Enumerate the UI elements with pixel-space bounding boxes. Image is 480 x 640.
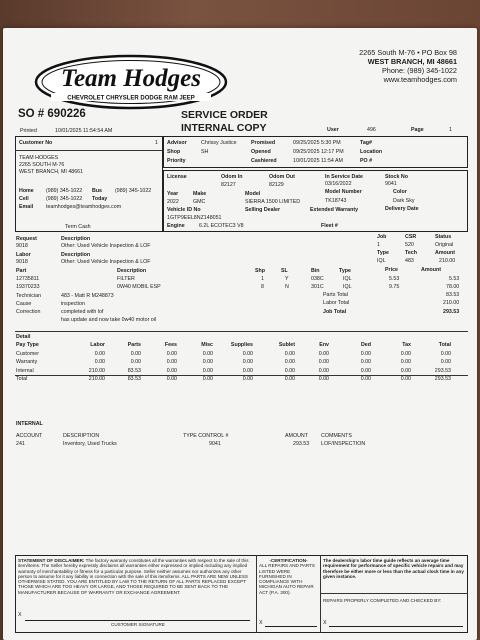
account-header: ACCOUNT [16,433,43,439]
detail-header-cell: Labor [90,342,105,348]
job-value: 1 [377,242,380,248]
detail-cell: 0.00 [166,376,177,382]
in-service-value: 03/16/2022 [325,181,352,187]
repairs-checked-label: REPAIRS PROPERLY COMPLETED AND CHECKED BY: [323,598,442,603]
vin-label: Vehicle ID No [167,207,201,213]
dealer-phone: Phone: (989) 345-1022 [381,66,457,75]
detail-cell: 0.00 [242,359,253,365]
part-desc: FILTER [117,276,135,282]
repairs-sig-x: X [323,620,327,626]
description-header: DESCRIPTION [63,433,100,439]
model-label: Model [245,191,261,197]
cell-label: Cell [19,196,29,202]
labor-label: Labor [16,252,31,258]
detail-cell: 0.00 [284,350,295,357]
detail-cell: 0.00 [130,359,141,365]
disclaimer-title: STATEMENT OF DISCLAIMER: [18,558,85,563]
request-desc-label: Description [61,236,91,242]
odom-out-value: 82129 [269,182,284,188]
part-number: 19370233 [16,284,40,290]
odom-in-value: 82127 [221,182,236,188]
request-desc: Other: Used Vehicle Inspection & LOF [61,243,151,249]
detail-cell: 0.00 [400,367,411,374]
detail-cell: 83.53 [127,367,141,374]
detail-cell: 210.00 [88,367,105,374]
printed-value: 10/01/2025 11:54:54 AM [55,128,113,134]
customer-email: teamhodges@teamhodges.com [46,204,122,210]
status-value: Original [435,242,454,248]
detail-cell: 293.53 [434,376,451,382]
detail-cell: 0.00 [284,367,295,374]
detail-cell: 0.00 [94,359,105,365]
job-label: Job [377,234,387,240]
fleet-label: Fleet # [321,223,338,229]
detail-cell: 0.00 [166,367,177,374]
detail-cell: 210.00 [88,376,105,382]
certification-signature-line[interactable] [265,626,317,627]
part-type-label: Type [339,268,351,274]
color-label: Color [393,189,407,195]
part-amount: 5.53 [449,276,460,282]
location-label: Location [360,149,383,155]
detail-cell: 0.00 [284,359,295,365]
customer-city: WEST BRANCH, MI 48661 [19,169,84,175]
bin-label: Bin [311,268,320,274]
detail-cell: 0.00 [202,359,213,365]
part-label: Part [16,268,27,274]
part-desc-label: Description [117,268,147,274]
model-number-value: TK18743 [325,198,347,204]
shop-value: SH [201,149,209,155]
doc-title: SERVICE ORDER [181,109,268,121]
type-control-header: TYPE CONTROL # [183,433,229,439]
in-service-label: In Service Date [325,174,363,180]
part-number: 12735811 [16,276,40,282]
detail-cell: 0.00 [360,350,371,357]
part-price: 5.53 [389,276,400,282]
tag-label: Tag# [360,140,372,146]
labor-amount: 210.00 [439,258,456,264]
detail-cell: 0.00 [360,376,371,382]
detail-cell: 0.00 [318,350,329,357]
certification-text [259,558,318,595]
cashiered-value: 10/01/2025 11:54 AM [293,158,343,164]
detail-cell: 83.53 [127,376,141,382]
detail-cell: Warranty [16,359,38,365]
advisor-label: Advisor [167,140,187,146]
labor-code: 9018 [16,259,28,265]
make-value: GMC [193,199,206,205]
model-value: SIERRA 1500 LIMITED [245,199,301,205]
labor-total-value: 210.00 [443,300,460,306]
description-value: Inventory, Used Trucks [63,441,117,447]
tech-label: Tech [405,250,417,256]
svg-text:Team Hodges: Team Hodges [60,65,202,92]
labor-total-label: Labor Total [323,300,350,306]
detail-header-cell: Total [438,342,451,348]
part-shp: 1 [261,276,264,282]
detail-header-cell: Sublet [278,342,295,348]
part-sl: Y [285,276,289,282]
cashiered-label: Cashiered [251,158,277,164]
certification-body: ALL REPAIRS AND PARTS LISTED WERE FURNISHED IN COMPLIANCE WITH MICHIGAN AUTO REPAIR ACT (P.A. 300). [259,563,315,595]
today-label: Today [92,196,108,202]
user-value: 496 [367,127,376,133]
control-value: 9041 [209,441,221,447]
part-bin: 038C [311,276,324,282]
color-value: Dark Sky [393,198,415,204]
delivery-date-label: Delivery Date [385,206,419,212]
account-value: 241 [16,441,25,447]
detail-header-cell: Supplies [230,342,253,348]
request-code: 9018 [16,243,28,249]
amount-label: Amount [435,250,456,256]
certification-title: -CERTIFICATION- [269,558,308,563]
shop-label: Shop [167,149,181,155]
bus-phone: (989) 345-1022 [115,188,152,194]
price-label: Price [385,267,398,273]
make-label: Make [193,191,207,197]
detail-cell: 0.00 [202,376,213,382]
advisor-value: Chrissy Justice [201,140,237,146]
dealer-website: www.teamhodges.com [383,75,457,84]
home-label: Home [19,188,34,194]
internal-title: INTERNAL [16,421,43,427]
part-price: 9.75 [389,284,400,290]
job-total-label: Job Total [323,309,347,315]
year-value: 2022 [167,199,179,205]
vin-value: 1GTP9EEL8NZ148051 [167,215,222,221]
disclaimer-text [18,558,254,595]
promised-value: 09/25/2025 5:30 PM [293,140,341,146]
po-label: PO # [360,158,373,164]
detail-header-cell: Tax [402,342,411,348]
detail-header-cell: Ded [360,342,371,348]
parts-total-value: 83.53 [446,292,460,298]
part-type: IQL [343,284,352,290]
team-hodges-logo [33,54,229,110]
license-label: License [167,174,187,180]
engine-value: 6.2L ECOTEC3 V8 [199,223,244,229]
stock-value: 9041 [385,181,397,187]
printed-label: Printed [20,128,37,134]
user-label: User [327,127,339,133]
detail-cell: 293.53 [434,367,451,374]
detail-cell: 0.00 [400,376,411,382]
labor-guide-text: The dealership's labor time guide reflects an average time requirement for performance of specific vehicle repairs and may therefore be either more or less than the actual clock time in any given instance. [323,558,464,579]
technician-label: Technician [16,293,42,299]
parts-total-label: Parts Total [323,292,348,298]
address-line1: 2265 South M-76 • PO Box 98 [359,48,457,57]
customer-street: 2265 SOUTH M-76 [19,162,65,168]
customer-no-label: Customer No [19,140,53,146]
address-line2: WEST BRANCH, MI 48661 [367,57,457,66]
page-value: 1 [449,127,452,133]
technician-value: 483 - Matt R M248873 [61,293,114,299]
detail-cell: 0.00 [242,376,253,382]
opened-value: 09/25/2025 12:17 PM [293,149,344,155]
detail-header-cell: Pay Type [16,342,39,348]
bus-label: Bus [92,188,103,194]
detail-header-cell: Misc [201,342,213,348]
detail-cell: 0.00 [440,359,451,365]
promised-label: Promised [251,140,276,146]
labor-type: IQL [377,258,386,264]
odom-out-label: Odom Out [269,174,295,180]
detail-cell: 0.00 [130,350,141,357]
certification-sig-x: X [259,620,263,626]
cell-phone: (989) 345-1022 [46,196,83,202]
part-type: IQL [343,276,352,282]
detail-cell: 0.00 [242,367,253,374]
priority-label: Priority [167,158,186,164]
type-label: Type [377,250,389,256]
terms: Term Cash [65,224,91,230]
email-label: Email [19,204,34,210]
detail-cell: 0.00 [440,350,451,357]
labor-tech: 483 [405,258,414,264]
detail-cell: 0.00 [318,359,329,365]
detail-cell: Internal [16,367,34,374]
dealer-address [359,48,457,84]
job-total-value: 293.53 [443,309,460,315]
year-label: Year [167,191,179,197]
detail-cell: Total [16,376,28,382]
detail-cell: 0.00 [360,367,371,374]
engine-label: Engine [167,223,185,229]
part-amount: 78.00 [446,284,460,290]
status-label: Status [435,234,452,240]
detail-total-rule [15,375,468,376]
detail-cell: 0.00 [400,350,411,357]
sl-label: SL [281,268,288,274]
detail-cell: 0.00 [202,367,213,374]
repairs-signature-line[interactable] [329,626,463,627]
customer-signature-label: CUSTOMER SIGNATURE [111,622,165,627]
detail-cell: 0.00 [166,350,177,357]
comments-header: COMMENTS [321,433,352,439]
detail-cell: 0.00 [166,359,177,365]
home-phone: (989) 345-1022 [46,188,83,194]
labor-desc: Other: Used Vehicle Inspection & LOF [61,259,151,265]
shp-label: Shp [255,268,266,274]
detail-header-cell: Fees [164,342,177,348]
doc-subtitle: INTERNAL COPY [181,122,267,134]
model-number-label: Model Number [325,189,362,195]
selling-dealer-label: Selling Dealer [245,207,281,213]
so-number: SO # 690226 [18,108,86,120]
detail-cell: 0.00 [400,359,411,365]
part-sl: N [285,284,289,290]
part-bin: 301C [311,284,324,290]
page-label: Page [411,127,424,133]
correction-label: Correction [16,309,41,315]
detail-cell: 0.00 [242,350,253,357]
detail-header-cell: Parts [127,342,141,348]
detail-cell: Customer [16,350,39,357]
detail-cell: 0.00 [318,367,329,374]
detail-cell: 0.00 [284,376,295,382]
customer-signature-line[interactable] [25,620,250,621]
detail-cell: 0.00 [94,350,105,357]
svg-text:CHEVROLET CHRYSLER DODGE RA: CHEVROLET CHRYSLER DODGE RAM JEEP [67,95,195,102]
service-order-document [3,28,477,640]
labor-desc-label: Description [61,252,91,258]
opened-label: Opened [251,149,271,155]
csr-value: 520 [405,242,414,248]
extended-warranty-label: Extended Warranty [310,207,359,213]
comments-value: LOF/INSPECTION [321,441,366,447]
part-shp: 8 [261,284,264,290]
correction-value: completed with lof [61,309,104,315]
detail-cell: 0.00 [360,359,371,365]
detail-cell: 0.00 [202,350,213,357]
csr-label: CSR [405,234,417,240]
part-amount-label: Amount [421,267,442,273]
cause-value: inspection [61,301,85,307]
detail-cell: 0.00 [318,376,329,382]
disclaimer-body: The factory warranty constitutes all the warranties with respect to the sale of this item/items. The Seller hereby expressly disclaims all warranties either expressed or implied including any implied warranty of merchantability or fitness for a particular purpose. Seller neither assumes nor authorizes any other person to assume for it any liability in connection with the sale of this item/items. ALL PARTS ARE NEW UNLESS OTHERWISE STATED. YOU ARE ENTITLED BY LAW TO THE RETURN OF ALL PARTS REPLACED EXCEPT THOSE WHICH ARE TOO HEAVY OR LARGE, AND THOSE REQUIRED TO BE SENT BACK TO THE MANUFACTURER BECAUSE OF WARRANTY OR EXCHANGE AGREEMENT. [18,558,249,595]
detail-title: Detail [16,334,31,340]
stock-label: Stock No [385,174,408,180]
correction-value-2: has update and now take 0w40 motor oil [61,317,157,323]
odom-in-label: Odom In [221,174,243,180]
amount-header: AMOUNT [285,433,308,439]
customer-name: TEAM HODGES [19,155,59,161]
cause-label: Cause [16,301,32,307]
customer-sig-x: X [18,612,22,618]
request-label: Request [16,236,37,242]
amount-value: 293.53 [293,441,310,447]
part-desc: 0W40 MOBIL ESP [117,284,161,290]
customer-count: 1 [155,140,158,146]
detail-header-cell: Env [319,342,329,348]
